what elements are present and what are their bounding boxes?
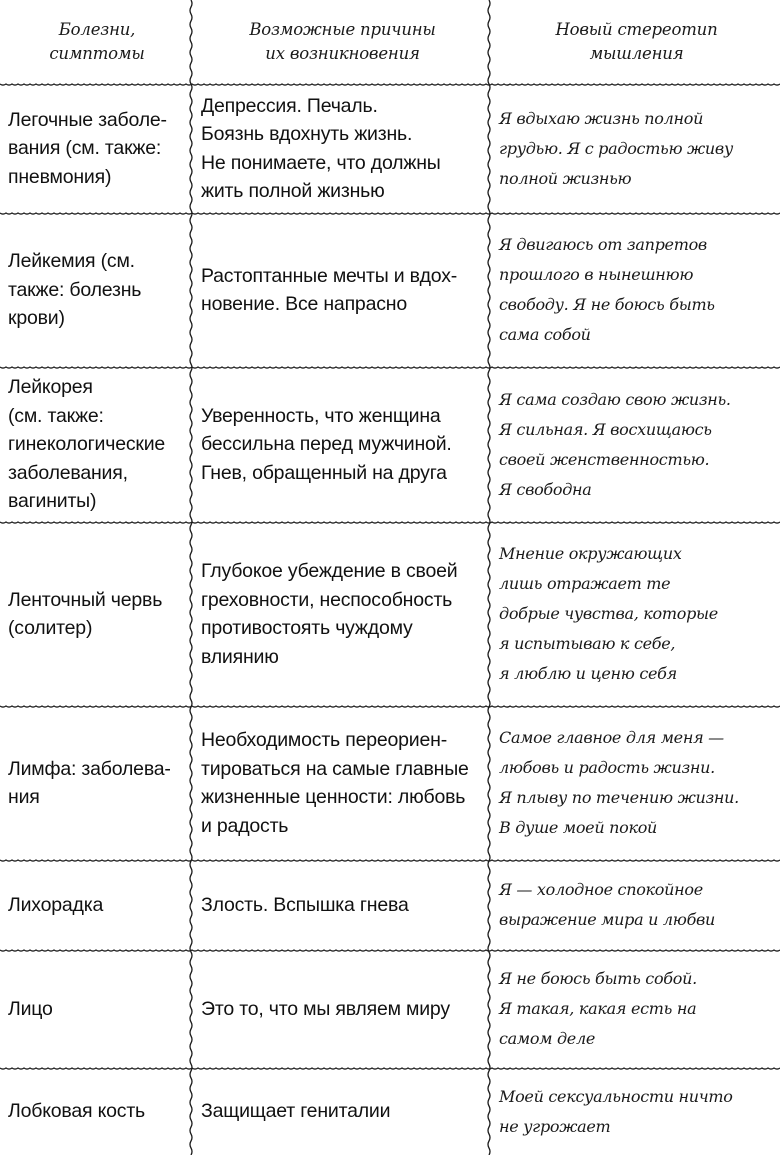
row-1-cause: Депрессия. Печаль. Боязнь вдохнуть жизнь. Не понимаете, что должны жить полной жизнью bbox=[201, 94, 441, 202]
row-6-disease: Лихорадка bbox=[8, 893, 104, 916]
header-causes: Возможные причины их возникновения bbox=[249, 20, 436, 63]
row-3-cause: Уверенность, что женщина бессильна перед мужчиной. Гнев, обращенный на друга bbox=[201, 404, 452, 484]
row-divider bbox=[0, 84, 780, 85]
row-4-thought: Мнение окружающих лишь отражает те добрые чувства, которые я испытываю к себе, я люблю и ценю себя bbox=[499, 544, 718, 683]
row-divider bbox=[0, 860, 780, 861]
row-8-cause: Защищает гениталии bbox=[201, 1100, 391, 1123]
column-divider bbox=[488, 0, 490, 1155]
row-3-disease: Лейкорея (см. также: гинекологические заболевания, вагиниты) bbox=[8, 376, 166, 513]
row-6-cause: Злость. Вспышка гнева bbox=[201, 893, 409, 916]
row-6-thought: Я — холодное спокойное выражение мира и любви bbox=[499, 880, 716, 929]
row-divider bbox=[0, 213, 780, 214]
row-2-cause: Растоптанные мечты и вдох- новение. Все напрасно bbox=[201, 264, 458, 315]
row-1-thought: Я вдыхаю жизнь полной грудью. Я с радостью живу полной жизнью bbox=[499, 108, 733, 188]
row-divider bbox=[0, 522, 780, 523]
row-divider bbox=[0, 706, 780, 707]
column-divider bbox=[190, 0, 192, 1155]
row-divider bbox=[0, 367, 780, 368]
row-5-cause: Необходимость переориен- тироваться на самые главные жизненные ценности: любовь и радость bbox=[201, 729, 469, 837]
row-7-thought: Я не боюсь быть собой. Я такая, какая есть на самом деле bbox=[499, 969, 697, 1048]
row-3-thought: Я сама создаю свою жизнь. Я сильная. Я восхищаюсь своей женственностью. Я свободна bbox=[499, 389, 731, 499]
row-8-disease: Лобковая кость bbox=[8, 1100, 146, 1123]
row-7-disease: Лицо bbox=[8, 997, 53, 1020]
row-8-thought: Моей сексуальности ничто не угрожает bbox=[499, 1086, 733, 1136]
row-divider bbox=[0, 950, 780, 951]
row-divider bbox=[0, 1068, 780, 1069]
row-2-disease: Лейкемия (см. также: болезнь крови) bbox=[8, 250, 142, 330]
row-5-thought: Самое главное для меня — любовь и радость жизни. Я плыву по течению жизни. В душе моей покой bbox=[499, 728, 739, 837]
row-5-disease: Лимфа: заболева- ния bbox=[8, 757, 171, 808]
row-4-cause: Глубокое убеждение в своей греховности, неспособность противостоять чуждому влиянию bbox=[201, 560, 458, 668]
header-new-thinking: Новый стереотип мышления bbox=[555, 20, 718, 63]
row-1-disease: Легочные заболе- вания (см. также: пневмония) bbox=[8, 108, 167, 188]
row-4-disease: Ленточный червь (солитер) bbox=[8, 588, 163, 639]
row-7-cause: Это то, что мы являем миру bbox=[201, 997, 450, 1020]
header-diseases: Болезни, симптомы bbox=[49, 20, 145, 63]
row-2-thought: Я двигаюсь от запретов прошлого в нынешнюю свободу. Я не боюсь быть сама собой bbox=[499, 235, 715, 344]
